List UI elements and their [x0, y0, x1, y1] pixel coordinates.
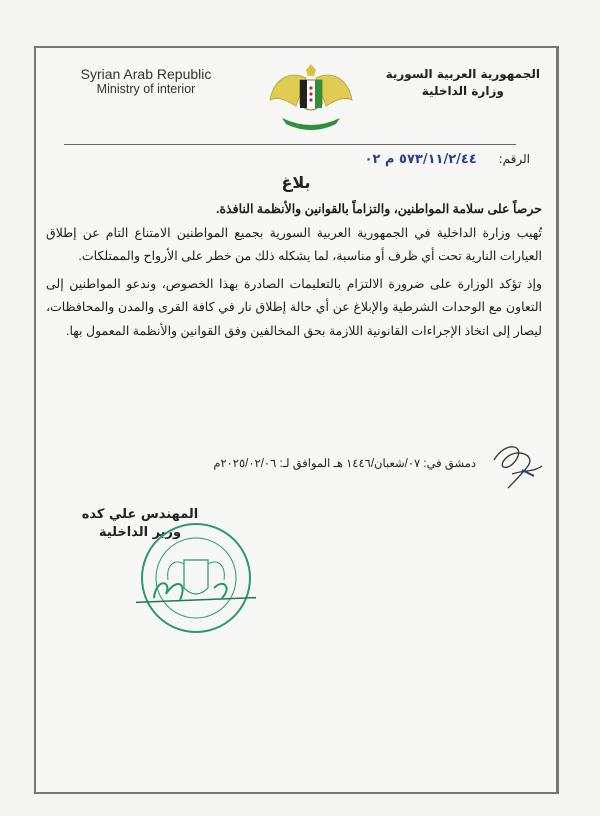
english-country: Syrian Arab Republic: [80, 66, 212, 82]
reference-label: الرقم:: [498, 152, 530, 166]
paragraph-1: تُهيب وزارة الداخلية في الجمهورية العربية السورية بجميع المواطنين الامتناع التام عن إطلاق العيارات النارية تحت أي ظرف أو مناسبة، لما يشكله ذلك من خطر على الأرواح والممتلكات.: [46, 225, 542, 263]
lead-sentence: حرصاً على سلامة المواطنين، والتزاماً بالقوانين والأنظمة النافذة.: [216, 202, 542, 216]
paragraph-2: وإذ تؤكد الوزارة على ضرورة الالتزام بالتعليمات الصادرة بهذا الخصوص، وندعو المواطنين إلى التعاون مع الوحدات الشرطية والإبلاغ عن أي حالة إطلاق نار في كافة القرى والمدن والمحافظات، ليصار إلى اتخاذ الإجراءات القانونية اللازمة بحق المخالفين وفق القوانين والأنظمة المعمول بها.: [46, 276, 542, 338]
arabic-ministry: وزارة الداخلية: [421, 84, 504, 98]
official-stamp-icon: [136, 518, 256, 638]
header-divider: [64, 144, 516, 145]
handwritten-signature-icon: [486, 440, 546, 500]
english-ministry: Ministry of interior: [96, 82, 196, 96]
eagle-emblem-icon: [266, 60, 356, 132]
arabic-country: الجمهورية العربية السورية: [385, 67, 540, 81]
signer-position: وزير الداخلية: [98, 525, 182, 540]
document-frame: [34, 46, 559, 794]
reference-value: ٥٧٣/١١/٢/٤٤ م ٠٢: [364, 152, 477, 167]
date-line: دمشق في: ٠٧/شعبان/١٤٤٦ هـ الموافق لـ: ٢٠٢٥/٠٢/٠٦م: [213, 458, 476, 470]
document-body: [46, 198, 542, 343]
signer-name: المهندس علي كده: [81, 507, 199, 522]
reference-number: [365, 152, 530, 167]
english-letterhead: [76, 66, 216, 96]
document-title: بلاغ: [281, 173, 311, 192]
arabic-letterhead: [386, 66, 540, 100]
